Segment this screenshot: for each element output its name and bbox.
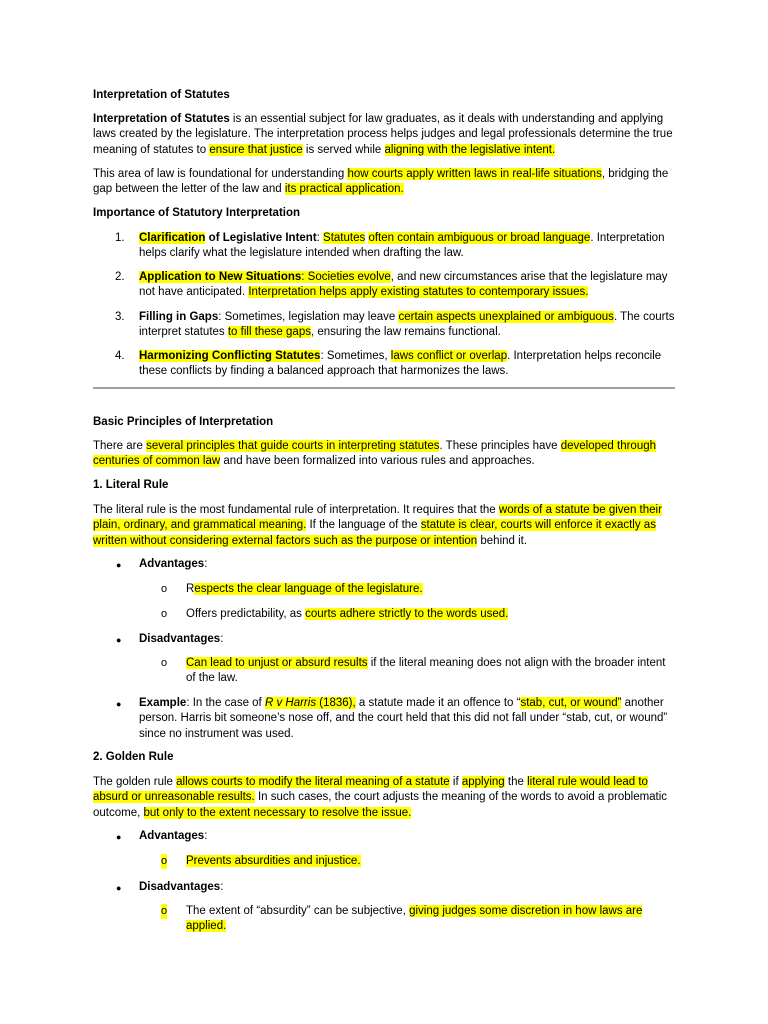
golden-rule-paragraph: The golden rule allows courts to modify the literal meaning of a statute if applying the literal rule would lead to absurd or unreasonable results. In such cases, the court adjusts the meaning of the words to avoid a problematic outcome, but only to the extent necessary to resolve the issue. [93,776,668,819]
literal-advantage-2: Offers predictability, as courts adhere strictly to the words used. [186,608,509,620]
sub-bullet-icon: o [161,583,168,595]
intro-paragraph-2: This area of law is foundational for understanding how courts apply written laws in real-life situations, bridging the gap between the letter of the law and its practical application. [93,168,669,196]
bullet-icon: ● [116,832,122,842]
list-item: Clarification of Legislative Intent: Statutes often contain ambiguous or broad language. Interpretation helps clarify what the legislature intended when drafting the law. [139,232,665,260]
golden-disadvantage-1: The extent of “absurdity” can be subjective, giving judges some discretion in how laws are applied. [186,905,643,933]
sub-bullet-icon: o [161,657,168,669]
list-item: Harmonizing Conflicting Statutes: Sometimes, laws conflict or overlap. Interpretation helps reconcile these conflicts by finding a balanced approach that harmonizes the laws. [139,350,662,378]
list-item: Application to New Situations: Societies evolve, and new circumstances arise that the legislature may not have anticipated. Interpretation helps apply existing statutes to contemporary issues. [139,271,668,299]
golden-advantages-label: Advantages: [139,830,208,842]
sub-bullet-icon: o [161,608,168,620]
golden-advantage-1: Prevents absurdities and injustice. [186,855,361,867]
list-number: 4. [115,350,125,362]
list-item: Filling in Gaps: Sometimes, legislation may leave certain aspects unexplained or ambiguous. The courts interpret statutes to fill these gaps, ensuring the law remains functional. [139,311,675,339]
bullet-icon: ● [116,883,122,893]
literal-disadvantages-label: Disadvantages: [139,633,224,645]
principles-paragraph: There are several principles that guide courts in interpreting statutes. These principles have developed through centuries of common law and have been formalized into various rules and approaches. [93,440,657,468]
literal-example: Example: In the case of R v Harris (1836), a statute made it an offence to “stab, cut, or wound” another person. Harris bit someone’s nose off, and the court held that this did not fall under “stab, cut, or wound” since no instrument was used. [139,697,668,740]
bullet-icon: ● [116,560,122,570]
list-number: 3. [115,311,125,323]
sub-bullet-icon: o [161,904,167,919]
document-title: Interpretation of Statutes [93,89,230,101]
importance-heading: Importance of Statutory Interpretation [93,207,301,219]
section-divider [93,387,675,389]
literal-rule-paragraph: The literal rule is the most fundamental rule of interpretation. It requires that the words of a statute be given their plain, ordinary, and grammatical meaning. If the language of the statute is clear, courts will enforce it exactly as written without considering external factors such as the purpose or intention behind it. [93,504,662,547]
literal-disadvantage-1: Can lead to unjust or absurd results if the literal meaning does not align with the broader intent of the law. [186,657,666,685]
list-number: 1. [115,232,125,244]
literal-advantages-label: Advantages: [139,558,208,570]
golden-rule-heading: 2. Golden Rule [93,751,174,763]
list-number: 2. [115,271,125,283]
sub-bullet-icon: o [161,854,167,869]
intro-paragraph-1: Interpretation of Statutes is an essential subject for law graduates, as it deals with understanding and applying laws created by the legislature. The interpretation process helps judges and legal professionals determine the true meaning of statutes to ensure that justice is served while aligning with the legislative intent. [93,113,673,156]
literal-rule-heading: 1. Literal Rule [93,479,169,491]
literal-advantage-1: Respects the clear language of the legislature. [186,583,423,595]
principles-heading: Basic Principles of Interpretation [93,416,274,428]
bullet-icon: ● [116,699,122,709]
golden-disadvantages-label: Disadvantages: [139,881,224,893]
bullet-icon: ● [116,635,122,645]
